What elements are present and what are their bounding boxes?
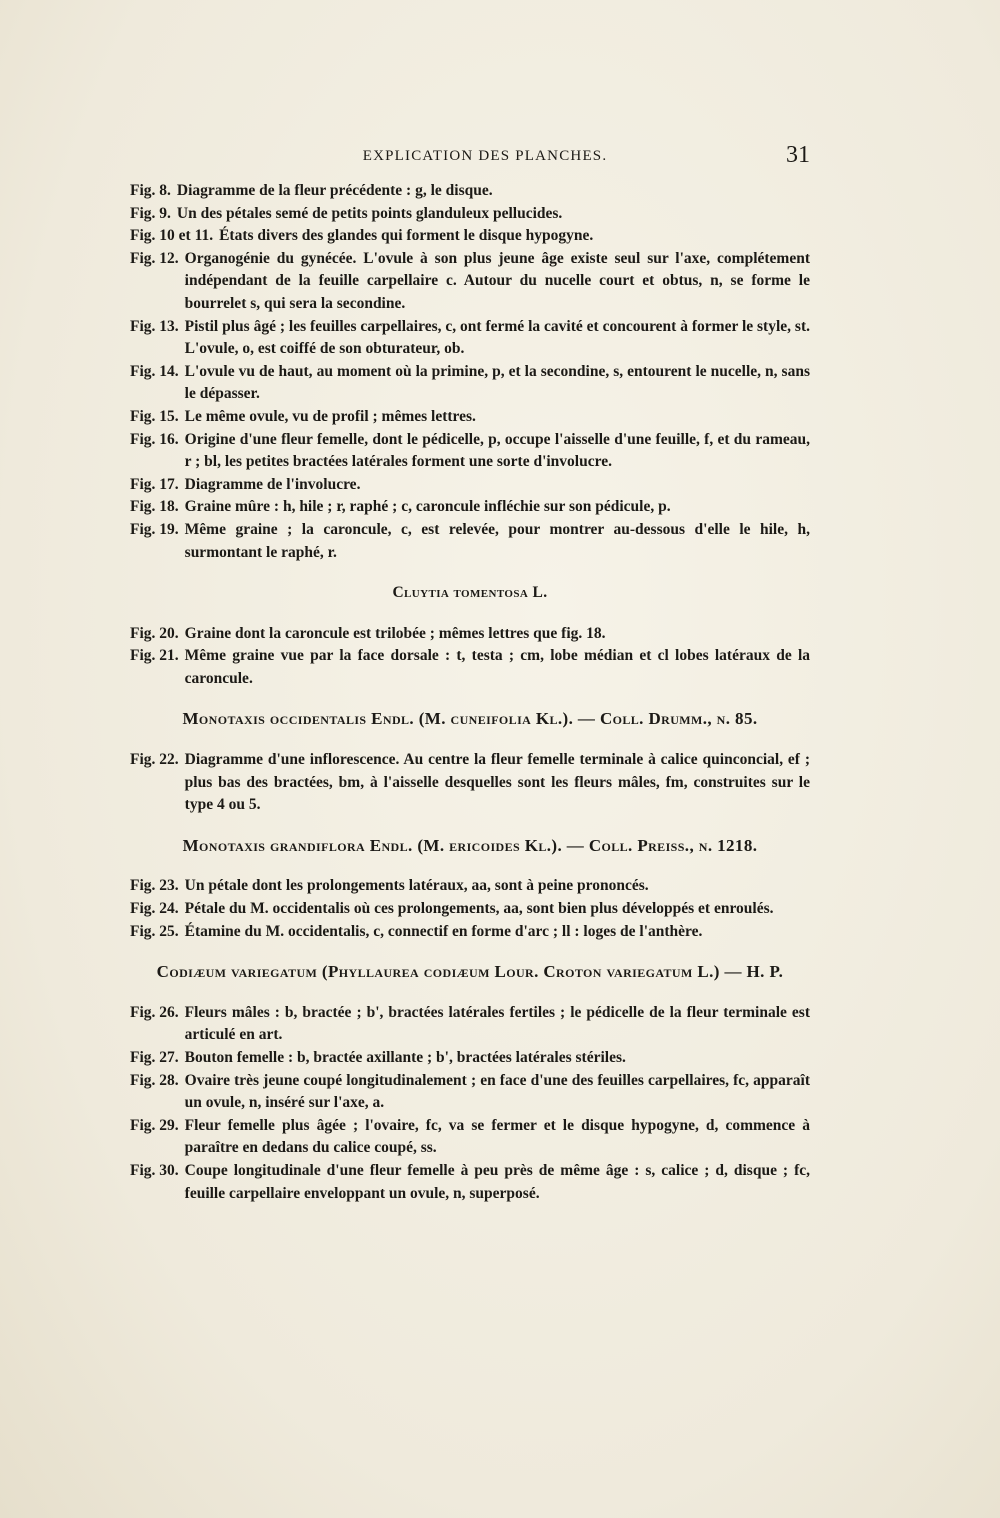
figure-entry xyxy=(130,1115,810,1160)
figure-entry xyxy=(130,645,810,690)
figure-list-a xyxy=(130,180,810,564)
figure-text: Graine dont la caroncule est trilobée ; mêmes lettres que fig. 18. xyxy=(184,624,606,642)
running-title: EXPLICATION DES PLANCHES. xyxy=(362,148,608,164)
figure-label: Fig. 18. xyxy=(130,498,179,516)
figure-entry xyxy=(130,519,810,564)
figure-entry xyxy=(130,1002,810,1047)
figure-text: Un pétale dont les prolongements latéraux, aa, sont à peine prononcés. xyxy=(184,877,649,895)
figure-entry xyxy=(130,225,810,248)
figure-label: Fig. 28. xyxy=(130,1071,179,1089)
figure-label: Fig. 13. xyxy=(130,317,179,335)
figure-entry xyxy=(130,1070,810,1115)
figure-entry xyxy=(130,203,810,226)
figure-entry xyxy=(130,406,810,429)
figure-text: Ovaire très jeune coupé longitudinalement ; en face d'une des feuilles carpellaires, fc, apparaît un ovule, n, inséré sur l'axe, a. xyxy=(184,1071,810,1112)
section-heading-monotaxis-grandiflora: Monotaxis grandiflora Endl. (M. ericoides Kl.). — Coll. Preiss., n. 1218. xyxy=(182,835,758,855)
figure-label: Fig. 26. xyxy=(130,1003,179,1021)
figure-label: Fig. 10 et 11. xyxy=(130,227,214,245)
figure-text: Fleurs mâles : b, bractée ; b', bractées latérales fertiles ; le pédicelle de la fleur terminale est articulé en art. xyxy=(184,1003,810,1044)
figure-label: Fig. 22. xyxy=(130,751,179,769)
figure-entry xyxy=(130,496,810,519)
page-body xyxy=(130,180,810,1205)
section-heading-monotaxis-occidentalis: Monotaxis occidentalis Endl. (M. cuneifolia Kl.). — Coll. Drumm., n. 85. xyxy=(182,709,758,729)
figure-text: Origine d'une fleur femelle, dont le pédicelle, p, occupe l'aisselle d'une feuille, f, et du rameau, r ; bl, les petites bractées latérales forment une sorte d'involucre. xyxy=(184,430,810,471)
figure-text: Organogénie du gynécée. L'ovule à son plus jeune âge existe seul sur l'axe, complétement indépendant de la feuille carpellaire c. Autour du nucelle court et obtus, n, se forme le bourrelet s, qui sera la secondine. xyxy=(184,249,810,312)
figure-text: Fleur femelle plus âgée ; l'ovaire, fc, va se fermer et le disque hypogyne, d, commence à paraître en dedans du calice coupé, ss. xyxy=(184,1116,810,1157)
figure-text: Le même ovule, vu de profil ; mêmes lettres. xyxy=(184,407,476,425)
figure-text: Pistil plus âgé ; les feuilles carpellaires, c, ont fermé la cavité et concourent à former le style, st. L'ovule, o, est coiffé de son obturateur, ob. xyxy=(184,317,810,358)
figure-label: Fig. 12. xyxy=(130,249,179,267)
figure-text: Même graine ; la caroncule, c, est relevée, pour montrer au-dessous d'elle le hile, h, surmontant le raphé, r. xyxy=(184,520,810,561)
figure-entry xyxy=(130,361,810,406)
figure-entry xyxy=(130,921,810,944)
figure-entry xyxy=(130,623,810,646)
figure-list-d xyxy=(130,875,810,943)
figure-text: Diagramme de l'involucre. xyxy=(184,475,361,493)
figure-label: Fig. 15. xyxy=(130,407,179,425)
figure-text: L'ovule vu de haut, au moment où la primine, p, et la secondine, s, entourent le nucelle, n, sans le dépasser. xyxy=(184,362,810,403)
page-number: 31 xyxy=(786,142,810,168)
figure-list-e xyxy=(130,1002,810,1205)
figure-text: Pétale du M. occidentalis où ces prolongements, aa, sont bien plus développés et enroulés. xyxy=(184,900,774,918)
figure-label: Fig. 24. xyxy=(130,900,179,918)
figure-entry xyxy=(130,898,810,921)
figure-text: Même graine vue par la face dorsale : t, testa ; cm, lobe médian et cl lobes latéraux de la caroncule. xyxy=(184,647,810,687)
figure-text: Diagramme de la fleur précédente : g, le disque. xyxy=(176,182,493,199)
page-header xyxy=(130,142,810,172)
figure-label: Fig. 20. xyxy=(130,624,179,642)
figure-entry xyxy=(130,429,810,474)
figure-label: Fig. 25. xyxy=(130,922,179,940)
section-heading-cluytia: Cluytia tomentosa L. xyxy=(392,584,548,602)
figure-text: Bouton femelle : b, bractée axillante ; b', bractées latérales stériles. xyxy=(184,1049,626,1066)
figure-label: Fig. 30. xyxy=(130,1161,179,1179)
figure-entry xyxy=(130,180,810,203)
figure-label: Fig. 14. xyxy=(130,362,179,380)
figure-entry xyxy=(130,875,810,898)
figure-label: Fig. 9. xyxy=(130,204,171,222)
section-heading-codiaeum: Codiæum variegatum (Phyllaurea codiæum Lour. Croton variegatum L.) — H. P. xyxy=(156,962,784,982)
figure-label: Fig. 8. xyxy=(130,182,171,199)
figure-entry xyxy=(130,316,810,361)
figure-text: Un des pétales semé de petits points glanduleux pellucides. xyxy=(176,204,563,222)
figure-entry xyxy=(130,474,810,497)
figure-entry xyxy=(130,1160,810,1205)
figure-text: Graine mûre : h, hile ; r, raphé ; c, caroncule infléchie sur son pédicule, p. xyxy=(184,498,671,516)
figure-list-c xyxy=(130,749,810,817)
figure-label: Fig. 19. xyxy=(130,520,179,538)
figure-text: Coupe longitudinale d'une fleur femelle à peu près de même âge : s, calice ; d, disque ; fc, feuille carpellaire enveloppant un ovule, n, superposé. xyxy=(184,1161,810,1202)
figure-list-b xyxy=(130,623,810,691)
figure-entry xyxy=(130,248,810,316)
figure-label: Fig. 23. xyxy=(130,877,179,895)
figure-text: Diagramme d'une inflorescence. Au centre la fleur femelle terminale à calice quinconcial, ef ; plus bas des bractées, bm, à l'aisselle desquelles sont les fleurs mâles, fm, construites sur le type 4 ou 5. xyxy=(184,751,810,814)
figure-entry xyxy=(130,749,810,817)
figure-entry xyxy=(130,1047,810,1070)
figure-text: Étamine du M. occidentalis, c, connectif en forme d'arc ; ll : loges de l'anthère. xyxy=(184,922,703,940)
figure-label: Fig. 27. xyxy=(130,1049,179,1066)
figure-text: États divers des glandes qui forment le disque hypogyne. xyxy=(219,227,594,245)
figure-label: Fig. 29. xyxy=(130,1116,179,1134)
figure-label: Fig. 17. xyxy=(130,475,179,493)
figure-label: Fig. 21. xyxy=(130,647,179,665)
figure-label: Fig. 16. xyxy=(130,430,179,448)
